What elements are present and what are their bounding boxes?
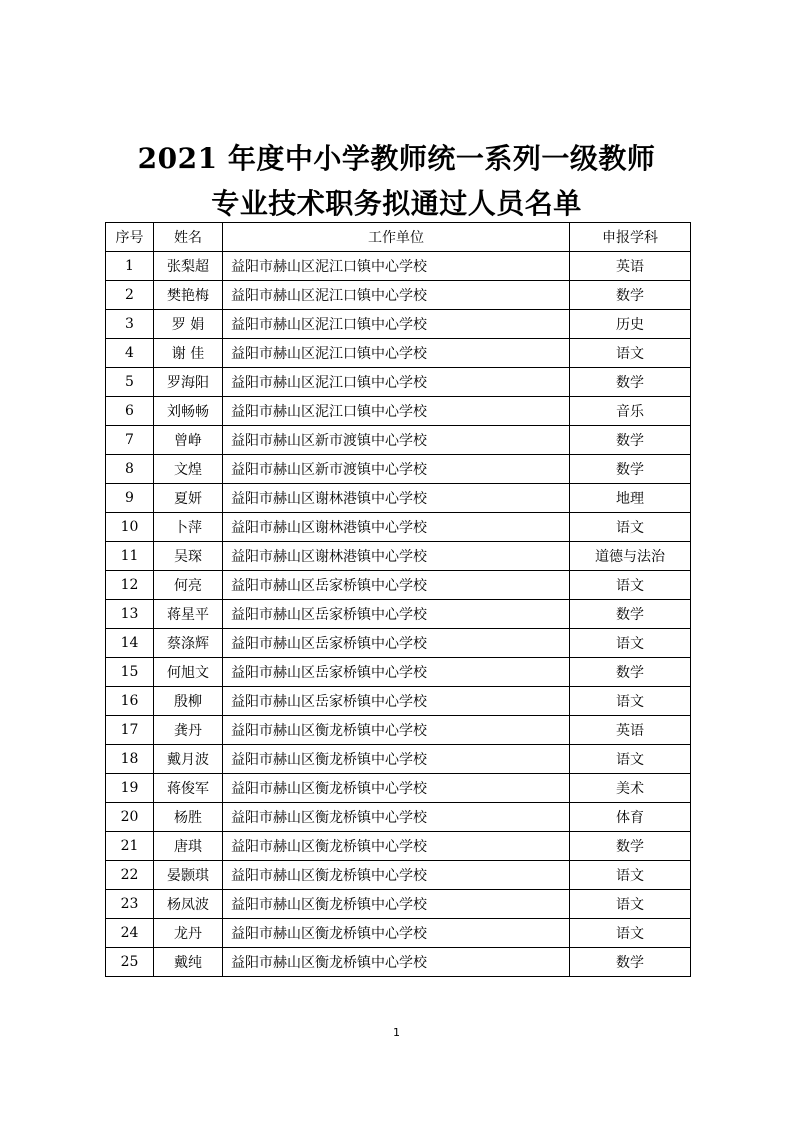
cell-name: 樊艳梅 (154, 281, 223, 310)
personnel-table (105, 222, 691, 977)
table-row (106, 600, 691, 629)
cell-name: 罗 娟 (154, 310, 223, 339)
cell-unit: 益阳市赫山区衡龙桥镇中心学校 (223, 832, 570, 861)
table-row (106, 745, 691, 774)
cell-name: 谢 佳 (154, 339, 223, 368)
cell-unit: 益阳市赫山区岳家桥镇中心学校 (223, 571, 570, 600)
cell-name: 晏颢琪 (154, 861, 223, 890)
cell-index: 14 (106, 629, 154, 658)
cell-index: 10 (106, 513, 154, 542)
page-number: 1 (393, 1026, 400, 1039)
cell-name: 文煌 (154, 455, 223, 484)
cell-subject: 语文 (570, 629, 691, 658)
cell-name: 夏妍 (154, 484, 223, 513)
table-row (106, 832, 691, 861)
cell-index: 25 (106, 948, 154, 977)
document-title-line-2: 专业技术职务拟通过人员名单 (211, 187, 582, 220)
cell-unit: 益阳市赫山区衡龙桥镇中心学校 (223, 774, 570, 803)
header-subject: 申报学科 (570, 223, 691, 252)
cell-index: 4 (106, 339, 154, 368)
cell-subject: 语文 (570, 339, 691, 368)
cell-unit: 益阳市赫山区岳家桥镇中心学校 (223, 629, 570, 658)
table-row (106, 339, 691, 368)
cell-unit: 益阳市赫山区新市渡镇中心学校 (223, 455, 570, 484)
cell-subject: 数学 (570, 658, 691, 687)
table-row (106, 426, 691, 455)
cell-index: 17 (106, 716, 154, 745)
cell-name: 罗海阳 (154, 368, 223, 397)
cell-index: 1 (106, 252, 154, 281)
cell-name: 蔡涤辉 (154, 629, 223, 658)
cell-unit: 益阳市赫山区衡龙桥镇中心学校 (223, 861, 570, 890)
cell-unit: 益阳市赫山区泥江口镇中心学校 (223, 397, 570, 426)
cell-index: 19 (106, 774, 154, 803)
cell-name: 吴琛 (154, 542, 223, 571)
header-name: 姓名 (154, 223, 223, 252)
cell-index: 20 (106, 803, 154, 832)
cell-index: 2 (106, 281, 154, 310)
cell-unit: 益阳市赫山区泥江口镇中心学校 (223, 310, 570, 339)
cell-subject: 语文 (570, 919, 691, 948)
table-row (106, 281, 691, 310)
cell-unit: 益阳市赫山区谢林港镇中心学校 (223, 542, 570, 571)
cell-index: 22 (106, 861, 154, 890)
cell-name: 唐琪 (154, 832, 223, 861)
cell-subject: 数学 (570, 281, 691, 310)
cell-subject: 数学 (570, 368, 691, 397)
cell-name: 曾峥 (154, 426, 223, 455)
table-row (106, 397, 691, 426)
cell-subject: 地理 (570, 484, 691, 513)
cell-unit: 益阳市赫山区岳家桥镇中心学校 (223, 658, 570, 687)
cell-index: 5 (106, 368, 154, 397)
cell-index: 6 (106, 397, 154, 426)
cell-subject: 语文 (570, 571, 691, 600)
header-unit: 工作单位 (223, 223, 570, 252)
cell-name: 殷柳 (154, 687, 223, 716)
table-body (106, 252, 691, 977)
cell-subject: 数学 (570, 455, 691, 484)
cell-index: 8 (106, 455, 154, 484)
cell-unit: 益阳市赫山区岳家桥镇中心学校 (223, 687, 570, 716)
cell-name: 戴纯 (154, 948, 223, 977)
cell-subject: 数学 (570, 600, 691, 629)
table-row (106, 513, 691, 542)
table-row (106, 252, 691, 281)
cell-name: 刘畅畅 (154, 397, 223, 426)
table-row (106, 774, 691, 803)
cell-unit: 益阳市赫山区衡龙桥镇中心学校 (223, 890, 570, 919)
cell-name: 杨胜 (154, 803, 223, 832)
cell-subject: 数学 (570, 948, 691, 977)
cell-index: 12 (106, 571, 154, 600)
cell-name: 卜萍 (154, 513, 223, 542)
cell-unit: 益阳市赫山区衡龙桥镇中心学校 (223, 948, 570, 977)
cell-unit: 益阳市赫山区衡龙桥镇中心学校 (223, 745, 570, 774)
table-row (106, 948, 691, 977)
cell-subject: 音乐 (570, 397, 691, 426)
cell-index: 16 (106, 687, 154, 716)
cell-subject: 语文 (570, 513, 691, 542)
table-row (106, 658, 691, 687)
table-row (106, 629, 691, 658)
cell-unit: 益阳市赫山区谢林港镇中心学校 (223, 513, 570, 542)
table-row (106, 803, 691, 832)
cell-name: 何亮 (154, 571, 223, 600)
cell-index: 11 (106, 542, 154, 571)
document-title-line-1: 2021 年度中小学教师统一系列一级教师 (137, 142, 656, 175)
cell-name: 龚丹 (154, 716, 223, 745)
table-row (106, 484, 691, 513)
table-row (106, 890, 691, 919)
table-row (106, 310, 691, 339)
cell-subject: 道德与法治 (570, 542, 691, 571)
table-row (106, 368, 691, 397)
cell-subject: 语文 (570, 890, 691, 919)
cell-name: 杨凤波 (154, 890, 223, 919)
cell-name: 戴月波 (154, 745, 223, 774)
cell-unit: 益阳市赫山区衡龙桥镇中心学校 (223, 716, 570, 745)
cell-subject: 语文 (570, 861, 691, 890)
cell-subject: 英语 (570, 716, 691, 745)
cell-index: 21 (106, 832, 154, 861)
table-row (106, 919, 691, 948)
cell-subject: 数学 (570, 832, 691, 861)
cell-unit: 益阳市赫山区谢林港镇中心学校 (223, 484, 570, 513)
cell-index: 7 (106, 426, 154, 455)
table-row (106, 455, 691, 484)
table-header-row (106, 223, 691, 252)
cell-index: 3 (106, 310, 154, 339)
table-row (106, 716, 691, 745)
cell-unit: 益阳市赫山区衡龙桥镇中心学校 (223, 919, 570, 948)
table-row (106, 861, 691, 890)
cell-index: 23 (106, 890, 154, 919)
cell-unit: 益阳市赫山区泥江口镇中心学校 (223, 368, 570, 397)
cell-name: 蒋俊军 (154, 774, 223, 803)
cell-name: 蒋星平 (154, 600, 223, 629)
cell-unit: 益阳市赫山区泥江口镇中心学校 (223, 252, 570, 281)
cell-index: 13 (106, 600, 154, 629)
cell-index: 24 (106, 919, 154, 948)
cell-index: 9 (106, 484, 154, 513)
cell-subject: 体育 (570, 803, 691, 832)
cell-unit: 益阳市赫山区岳家桥镇中心学校 (223, 600, 570, 629)
cell-index: 15 (106, 658, 154, 687)
table-row (106, 687, 691, 716)
header-index: 序号 (106, 223, 154, 252)
table-row (106, 542, 691, 571)
cell-name: 张梨超 (154, 252, 223, 281)
cell-subject: 语文 (570, 745, 691, 774)
cell-name: 龙丹 (154, 919, 223, 948)
cell-name: 何旭文 (154, 658, 223, 687)
cell-subject: 语文 (570, 687, 691, 716)
cell-unit: 益阳市赫山区泥江口镇中心学校 (223, 339, 570, 368)
cell-subject: 数学 (570, 426, 691, 455)
cell-subject: 英语 (570, 252, 691, 281)
cell-index: 18 (106, 745, 154, 774)
cell-subject: 历史 (570, 310, 691, 339)
cell-unit: 益阳市赫山区泥江口镇中心学校 (223, 281, 570, 310)
cell-unit: 益阳市赫山区衡龙桥镇中心学校 (223, 803, 570, 832)
cell-subject: 美术 (570, 774, 691, 803)
cell-unit: 益阳市赫山区新市渡镇中心学校 (223, 426, 570, 455)
table-row (106, 571, 691, 600)
